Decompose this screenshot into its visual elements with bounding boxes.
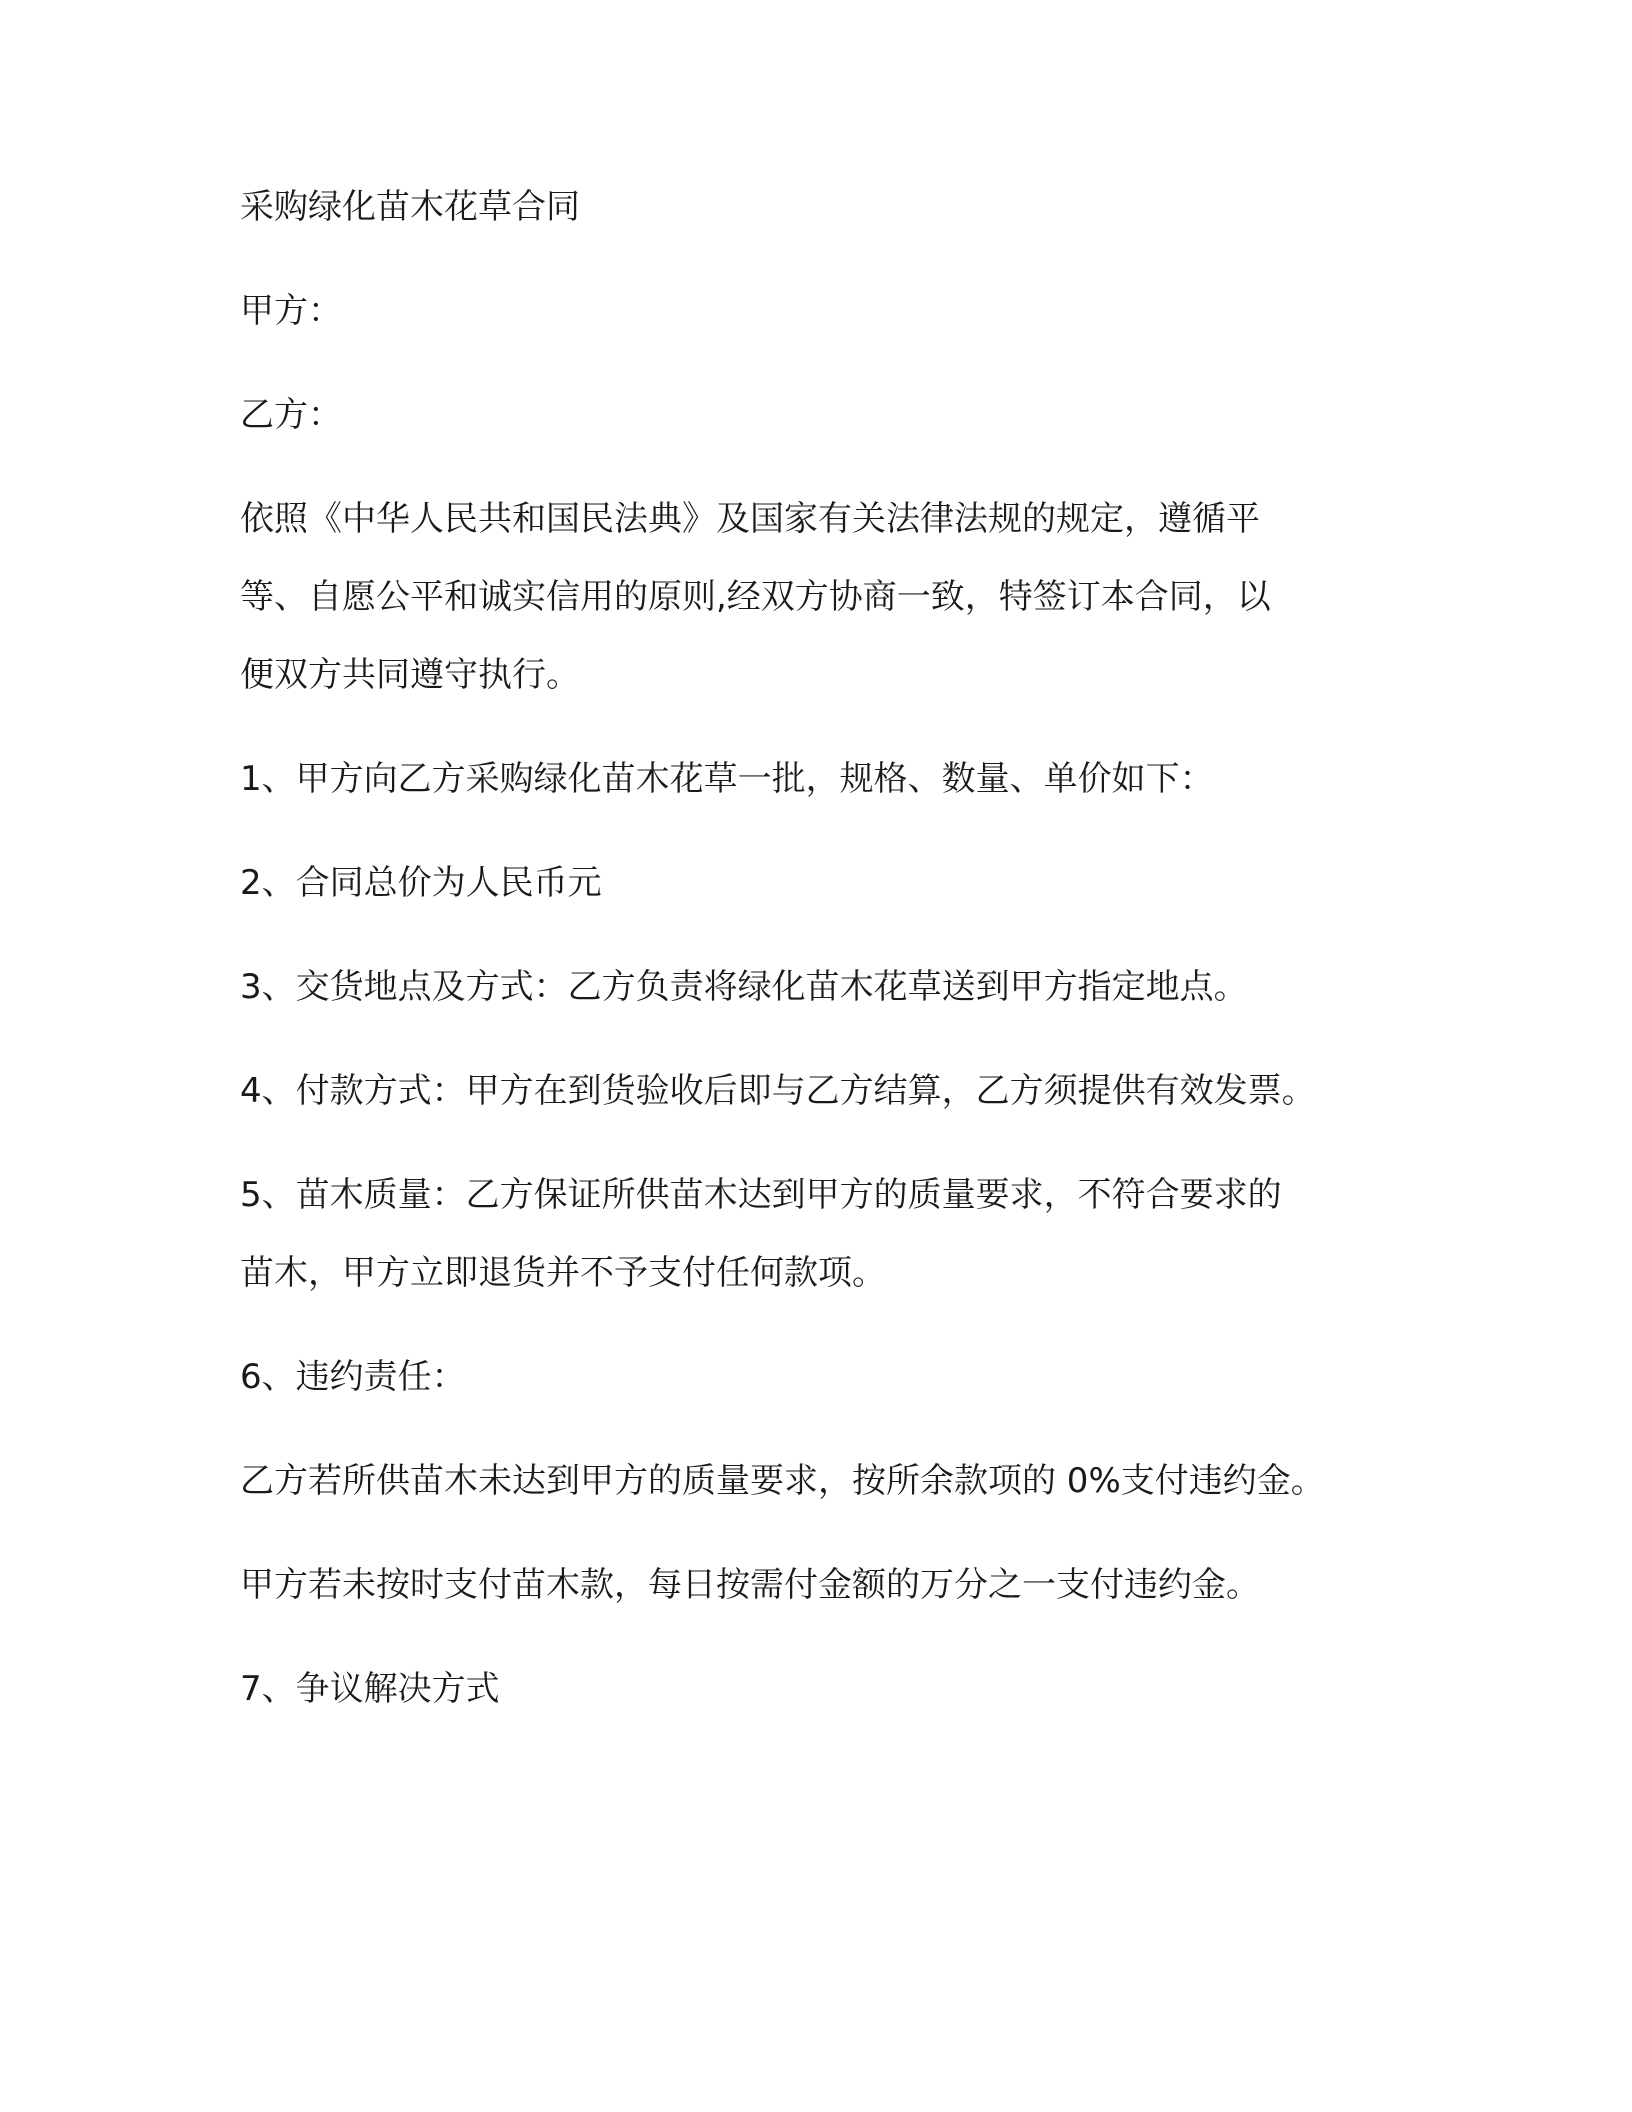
clause-5-line: 5、苗木质量：乙方保证所供苗木达到甲方的质量要求，不符合要求的 xyxy=(240,1175,1282,1215)
clause-1-block xyxy=(240,759,1420,799)
clause-1: 1、甲方向乙方采购绿化苗木花草一批，规格、数量、单价如下： xyxy=(240,759,1214,799)
clause-4-block xyxy=(240,1071,1420,1111)
intro-line: 等、自愿公平和诚实信用的原则,经双方协商一致，特签订本合同，以 xyxy=(240,577,1271,617)
contract-title-block xyxy=(240,187,1420,227)
clause-2-block xyxy=(240,863,1420,903)
intro-line: 便双方共同遵守执行。 xyxy=(240,655,580,695)
party-a-label: 甲方： xyxy=(240,291,342,331)
party-b-block xyxy=(240,395,1420,435)
intro-paragraph xyxy=(240,480,1420,714)
clause-6-block xyxy=(240,1357,1420,1397)
contract-title: 采购绿化苗木花草合同 xyxy=(240,187,580,227)
clause-6-a-block xyxy=(240,1461,1420,1501)
clause-7-block xyxy=(240,1669,1420,1709)
clause-3: 3、交货地点及方式：乙方负责将绿化苗木花草送到甲方指定地点。 xyxy=(240,967,1248,1007)
clause-5-block xyxy=(240,1156,1420,1312)
party-a-block xyxy=(240,291,1420,331)
party-b-label: 乙方： xyxy=(240,395,342,435)
clause-6-b: 甲方若未按时支付苗木款，每日按需付金额的万分之一支付违约金。 xyxy=(240,1565,1260,1605)
contract-body xyxy=(240,187,1420,1776)
clause-5-line: 苗木，甲方立即退货并不予支付任何款项。 xyxy=(240,1253,886,1293)
clause-4: 4、付款方式：甲方在到货验收后即与乙方结算，乙方须提供有效发票。 xyxy=(240,1071,1316,1111)
clause-3-block xyxy=(240,967,1420,1007)
clause-2: 2、合同总价为人民币元 xyxy=(240,863,602,903)
clause-6-b-block xyxy=(240,1565,1420,1605)
intro-line: 依照《中华人民共和国民法典》及国家有关法律法规的规定，遵循平 xyxy=(240,499,1260,539)
clause-6-a: 乙方若所供苗木未达到甲方的质量要求，按所余款项的 0%支付违约金。 xyxy=(240,1461,1325,1501)
clause-6: 6、违约责任： xyxy=(240,1357,466,1397)
clause-7: 7、争议解决方式 xyxy=(240,1669,500,1709)
